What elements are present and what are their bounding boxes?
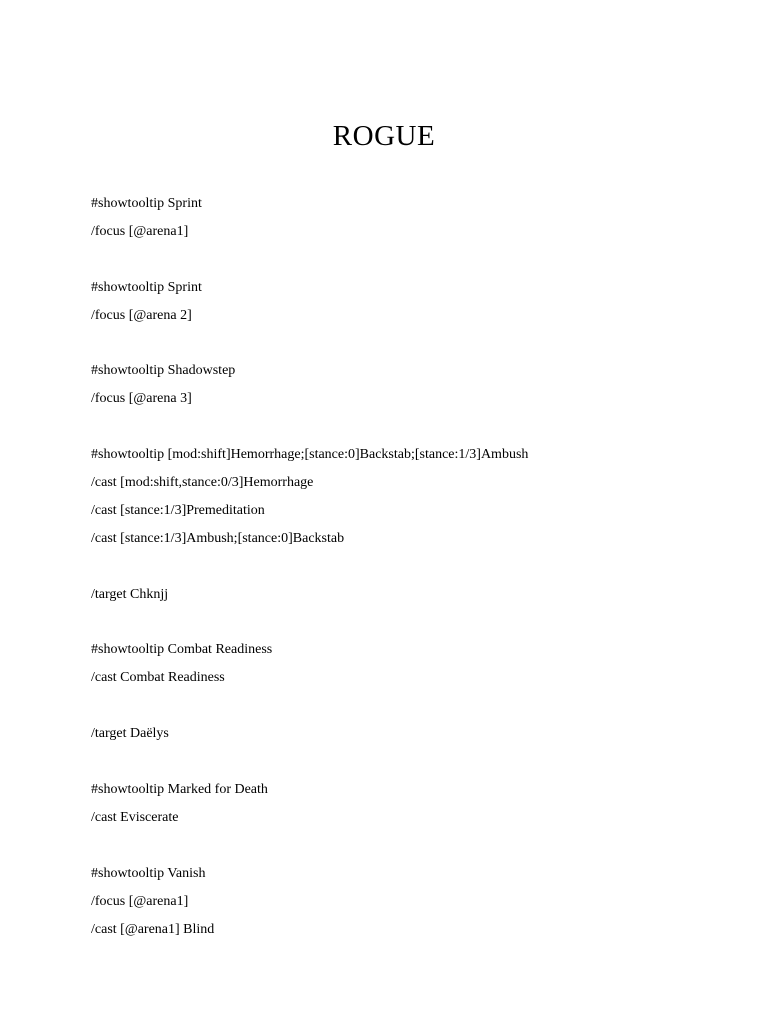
macro-line: /focus [@arena 2] [91, 308, 192, 323]
macro-line: #showtooltip Shadowstep [91, 363, 236, 378]
document-title: ROGUE [332, 120, 436, 152]
macro-block [91, 776, 268, 832]
macro-block [91, 357, 235, 413]
macro-line: /target Daëlys [91, 726, 169, 741]
macro-line: #showtooltip Marked for Death [91, 782, 268, 797]
macro-line: /cast [mod:shift,stance:0/3]Hemorrhage [91, 475, 314, 490]
macro-line: /cast [stance:1/3]Premeditation [91, 503, 265, 518]
macro-block [91, 581, 168, 609]
macro-line: /cast [@arena1] Blind [91, 922, 215, 937]
macro-line: /focus [@arena 3] [91, 391, 192, 406]
macro-block [91, 190, 202, 246]
macro-line: /cast Eviscerate [91, 810, 179, 825]
macro-block [91, 720, 169, 748]
macro-line: /focus [@arena1] [91, 224, 189, 239]
macro-block [91, 860, 214, 944]
macro-line: #showtooltip Combat Readiness [91, 642, 273, 657]
macro-line: #showtooltip Vanish [91, 866, 206, 881]
macro-line: #showtooltip Sprint [91, 196, 202, 211]
macro-line: /cast [stance:1/3]Ambush;[stance:0]Backstab [91, 531, 345, 546]
macro-line: /cast Combat Readiness [91, 670, 225, 685]
macro-block [91, 274, 202, 330]
macro-line: #showtooltip [mod:shift]Hemorrhage;[stance:0]Backstab;[stance:1/3]Ambush [91, 447, 529, 462]
macro-line: /target Chknjj [91, 587, 169, 602]
macro-block [91, 441, 528, 553]
macro-line: /focus [@arena1] [91, 894, 189, 909]
macro-block [91, 636, 272, 692]
macro-line: #showtooltip Sprint [91, 280, 202, 295]
